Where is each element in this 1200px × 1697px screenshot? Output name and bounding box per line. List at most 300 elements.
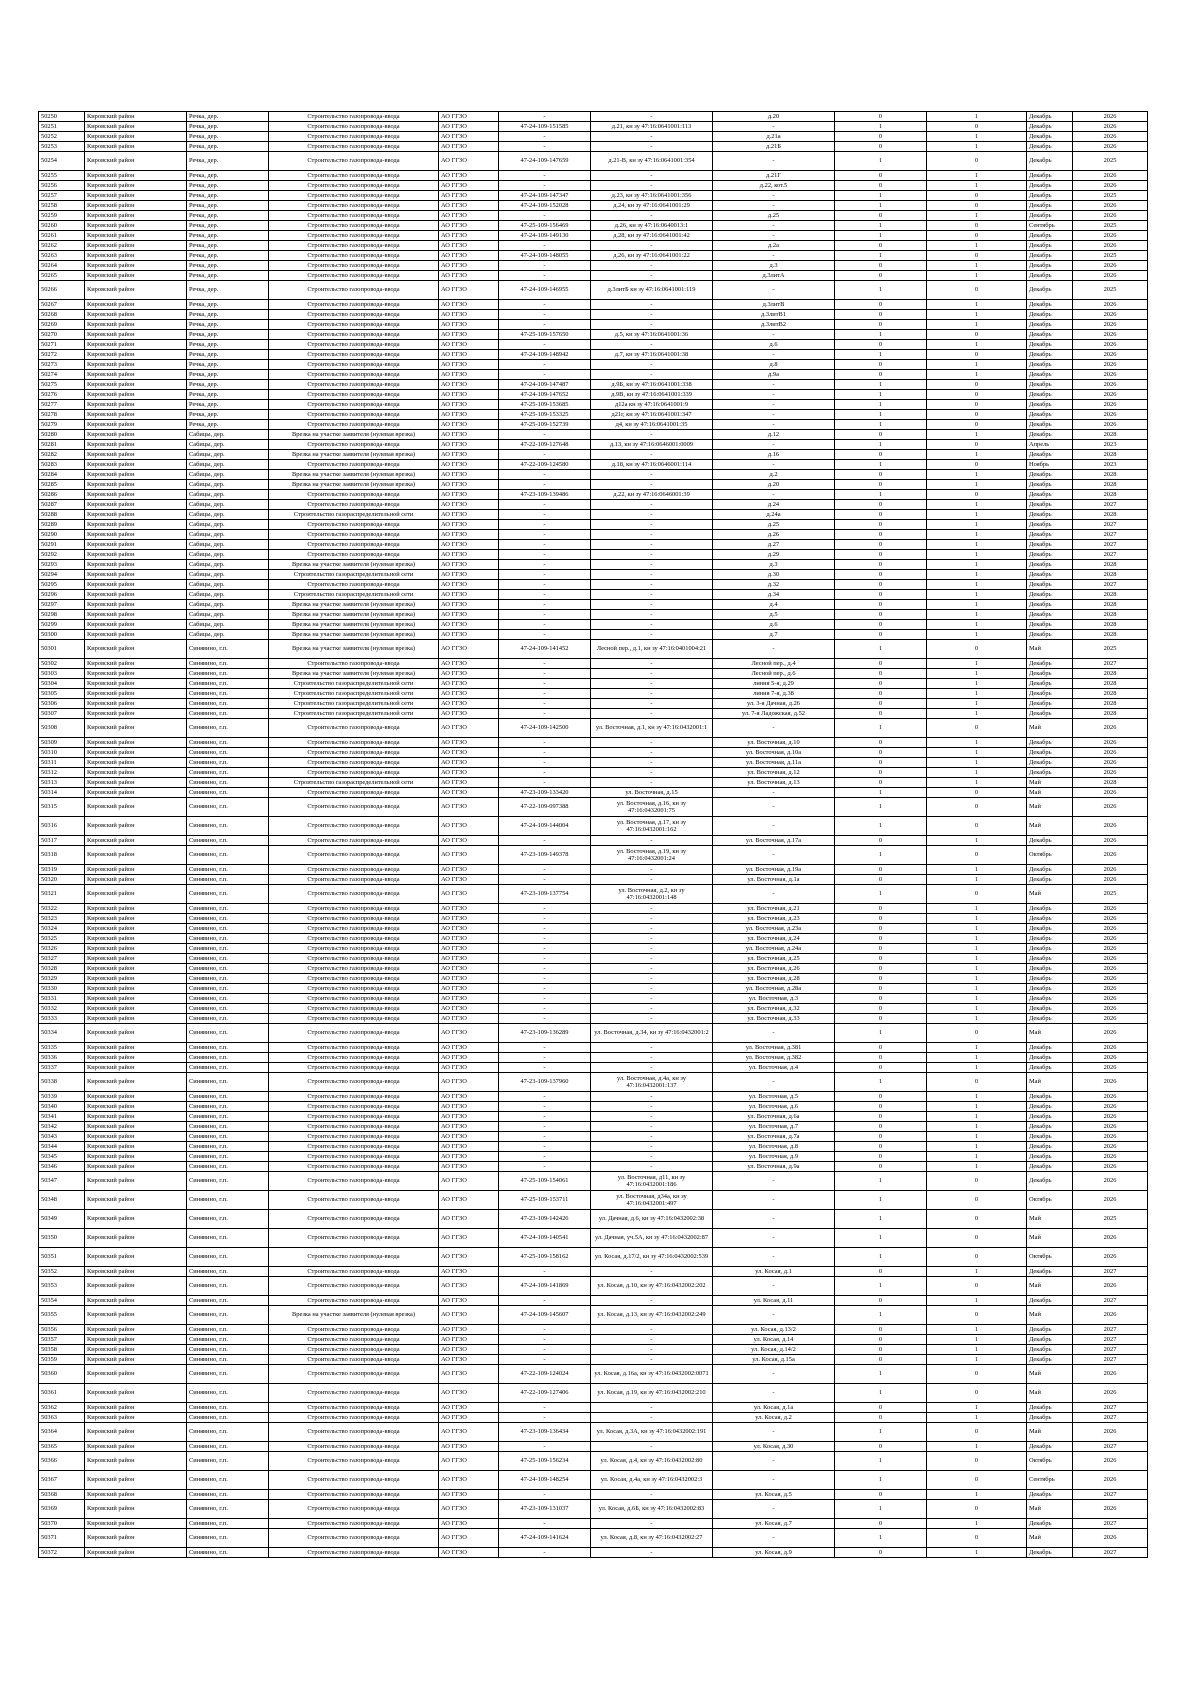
connected-flag-cell: 0 <box>835 310 927 320</box>
month-cell: Декабрь <box>1027 679 1073 689</box>
connected-flag-cell: 1 <box>835 350 927 360</box>
work-type-cell: Строительство газопровода-ввода <box>269 1500 439 1519</box>
month-cell: Декабрь <box>1027 152 1073 171</box>
work-type-cell: Строительство газопровода-ввода <box>269 1063 439 1073</box>
cadastral-address-cell: - <box>591 1162 713 1172</box>
row-number-cell: 50349 <box>39 1210 85 1229</box>
work-type-cell: Врезка на участке заявителя (нулевая врезка) <box>269 620 439 630</box>
owner-cell: АО ГГЗО <box>439 1490 499 1500</box>
planned-flag-cell: 1 <box>927 738 1027 748</box>
application-number-cell: - <box>499 360 591 370</box>
planned-flag-cell: 1 <box>927 1442 1027 1452</box>
year-cell: 2026 <box>1073 410 1148 420</box>
application-number-cell: 47-25-109-153325 <box>499 410 591 420</box>
district-cell: Кировский район <box>85 1306 187 1325</box>
address-cell: д.3 <box>713 261 835 271</box>
work-type-cell: Строительство газопровода-ввода <box>269 924 439 934</box>
year-cell: 2028 <box>1073 689 1148 699</box>
month-cell: Декабрь <box>1027 300 1073 310</box>
work-type-cell: Строительство газопровода-ввода <box>269 798 439 817</box>
work-type-cell: Строительство газопровода-ввода <box>269 964 439 974</box>
connected-flag-cell: 0 <box>835 964 927 974</box>
owner-cell: АО ГГЗО <box>439 370 499 380</box>
settlement-cell: Сабицы, дер. <box>187 520 269 530</box>
connected-flag-cell: 1 <box>835 281 927 300</box>
row-number-cell: 50287 <box>39 500 85 510</box>
connected-flag-cell: 0 <box>835 904 927 914</box>
connected-flag-cell: 0 <box>835 836 927 846</box>
row-number-cell: 50331 <box>39 994 85 1004</box>
settlement-cell: Синявино, г.п. <box>187 1500 269 1519</box>
table-row <box>39 788 1148 798</box>
settlement-cell: Синявино, г.п. <box>187 1365 269 1384</box>
cadastral-address-cell: д.7, кн зу 47:16:0641001:38 <box>591 350 713 360</box>
owner-cell: АО ГГЗО <box>439 1053 499 1063</box>
cadastral-address-cell: - <box>591 300 713 310</box>
connected-flag-cell: 1 <box>835 191 927 201</box>
table-row <box>39 954 1148 964</box>
month-cell: Октябрь <box>1027 1191 1073 1210</box>
application-number-cell: 47-24-109-151585 <box>499 122 591 132</box>
settlement-cell: Сабицы, дер. <box>187 450 269 460</box>
work-type-cell: Строительство газопровода-ввода <box>269 350 439 360</box>
district-cell: Кировский район <box>85 1172 187 1191</box>
settlement-cell: Сабицы, дер. <box>187 620 269 630</box>
work-type-cell: Строительство газопровода-ввода <box>269 221 439 231</box>
connected-flag-cell: 1 <box>835 1191 927 1210</box>
district-cell: Кировский район <box>85 1325 187 1335</box>
month-cell: Май <box>1027 817 1073 836</box>
connected-flag-cell: 0 <box>835 984 927 994</box>
year-cell: 2025 <box>1073 885 1148 904</box>
owner-cell: АО ГГЗО <box>439 510 499 520</box>
settlement-cell: Синявино, г.п. <box>187 1490 269 1500</box>
month-cell: Октябрь <box>1027 1248 1073 1267</box>
table-row <box>39 261 1148 271</box>
row-number-cell: 50311 <box>39 758 85 768</box>
work-type-cell: Строительство газопровода-ввода <box>269 1053 439 1063</box>
month-cell: Декабрь <box>1027 1152 1073 1162</box>
application-number-cell: - <box>499 778 591 788</box>
row-number-cell: 50299 <box>39 620 85 630</box>
cadastral-address-cell: - <box>591 1142 713 1152</box>
settlement-cell: Синявино, г.п. <box>187 1384 269 1403</box>
planned-flag-cell: 1 <box>927 679 1027 689</box>
application-number-cell: - <box>499 1335 591 1345</box>
planned-flag-cell: 1 <box>927 181 1027 191</box>
application-number-cell: 47-22-109-127406 <box>499 1384 591 1403</box>
cadastral-address-cell: - <box>591 430 713 440</box>
application-number-cell: - <box>499 241 591 251</box>
year-cell: 2025 <box>1073 251 1148 261</box>
owner-cell: АО ГГЗО <box>439 1063 499 1073</box>
owner-cell: АО ГГЗО <box>439 530 499 540</box>
year-cell: 2026 <box>1073 974 1148 984</box>
year-cell: 2026 <box>1073 924 1148 934</box>
address-cell: д.4 <box>713 600 835 610</box>
month-cell: Май <box>1027 640 1073 659</box>
row-number-cell: 50354 <box>39 1296 85 1306</box>
owner-cell: АО ГГЗО <box>439 620 499 630</box>
table-row <box>39 550 1148 560</box>
row-number-cell: 50267 <box>39 300 85 310</box>
address-cell: - <box>713 1210 835 1229</box>
address-cell: ул. Косая, д.5 <box>713 1490 835 1500</box>
district-cell: Кировский район <box>85 1365 187 1384</box>
settlement-cell: Сабицы, дер. <box>187 590 269 600</box>
table-row <box>39 520 1148 530</box>
settlement-cell: Синявино, г.п. <box>187 984 269 994</box>
application-number-cell: 47-24-109-141452 <box>499 640 591 659</box>
year-cell: 2023 <box>1073 460 1148 470</box>
planned-flag-cell: 0 <box>927 490 1027 500</box>
address-cell: ул. Косая, д.11 <box>713 1296 835 1306</box>
work-type-cell: Строительство газораспределительной сети <box>269 510 439 520</box>
address-cell: ул. Восточная, д.13 <box>713 778 835 788</box>
district-cell: Кировский район <box>85 420 187 430</box>
district-cell: Кировский район <box>85 669 187 679</box>
table-row <box>39 1335 1148 1345</box>
planned-flag-cell: 0 <box>927 201 1027 211</box>
cadastral-address-cell: - <box>591 1548 713 1558</box>
table-row <box>39 400 1148 410</box>
connected-flag-cell: 0 <box>835 610 927 620</box>
table-row <box>39 440 1148 450</box>
month-cell: Декабрь <box>1027 689 1073 699</box>
row-number-cell: 50285 <box>39 480 85 490</box>
owner-cell: АО ГГЗО <box>439 954 499 964</box>
row-number-cell: 50275 <box>39 380 85 390</box>
connected-flag-cell: 0 <box>835 1014 927 1024</box>
year-cell: 2028 <box>1073 669 1148 679</box>
address-cell: - <box>713 1248 835 1267</box>
cadastral-address-cell: - <box>591 924 713 934</box>
owner-cell: АО ГГЗО <box>439 122 499 132</box>
address-cell: д.2а <box>713 241 835 251</box>
work-type-cell: Строительство газопровода-ввода <box>269 934 439 944</box>
work-type-cell: Строительство газопровода-ввода <box>269 360 439 370</box>
month-cell: Декабрь <box>1027 984 1073 994</box>
month-cell: Май <box>1027 1210 1073 1229</box>
month-cell: Декабрь <box>1027 1519 1073 1529</box>
table-row <box>39 1142 1148 1152</box>
address-cell: - <box>713 1500 835 1519</box>
row-number-cell: 50329 <box>39 974 85 984</box>
owner-cell: АО ГГЗО <box>439 460 499 470</box>
month-cell: Декабрь <box>1027 410 1073 420</box>
month-cell: Декабрь <box>1027 659 1073 669</box>
row-number-cell: 50264 <box>39 261 85 271</box>
work-type-cell: Строительство газопровода-ввода <box>269 1452 439 1471</box>
row-number-cell: 50306 <box>39 699 85 709</box>
owner-cell: АО ГГЗО <box>439 540 499 550</box>
cadastral-address-cell: ул. Косая, д.10, кн зу 47:16:0432002:202 <box>591 1277 713 1296</box>
year-cell: 2026 <box>1073 1423 1148 1442</box>
application-number-cell: - <box>499 1403 591 1413</box>
work-type-cell: Строительство газопровода-ввода <box>269 1102 439 1112</box>
month-cell: Май <box>1027 788 1073 798</box>
month-cell: Декабрь <box>1027 211 1073 221</box>
year-cell: 2023 <box>1073 440 1148 450</box>
connected-flag-cell: 0 <box>835 778 927 788</box>
connected-flag-cell: 0 <box>835 954 927 964</box>
planned-flag-cell: 1 <box>927 430 1027 440</box>
year-cell: 2026 <box>1073 271 1148 281</box>
year-cell: 2027 <box>1073 1355 1148 1365</box>
application-number-cell: - <box>499 630 591 640</box>
settlement-cell: Синявино, г.п. <box>187 1296 269 1306</box>
cadastral-address-cell: ул. Косая, д.17/2, кн зу 47:16:0432002:539 <box>591 1248 713 1267</box>
row-number-cell: 50364 <box>39 1423 85 1442</box>
settlement-cell: Синявино, г.п. <box>187 768 269 778</box>
district-cell: Кировский район <box>85 1004 187 1014</box>
address-cell: д.16 <box>713 450 835 460</box>
year-cell: 2026 <box>1073 310 1148 320</box>
month-cell: Апрель <box>1027 440 1073 450</box>
settlement-cell: Синявино, г.п. <box>187 1172 269 1191</box>
year-cell: 2027 <box>1073 530 1148 540</box>
row-number-cell: 50310 <box>39 748 85 758</box>
owner-cell: АО ГГЗО <box>439 390 499 400</box>
address-cell: д.3литВ1 <box>713 310 835 320</box>
month-cell: Декабрь <box>1027 954 1073 964</box>
address-cell: - <box>713 1277 835 1296</box>
month-cell: Май <box>1027 778 1073 788</box>
work-type-cell: Строительство газопровода-ввода <box>269 788 439 798</box>
table-row <box>39 1092 1148 1102</box>
table-row <box>39 231 1148 241</box>
year-cell: 2026 <box>1073 1229 1148 1248</box>
table-row <box>39 510 1148 520</box>
row-number-cell: 50256 <box>39 181 85 191</box>
address-cell: - <box>713 1471 835 1490</box>
month-cell: Май <box>1027 1277 1073 1296</box>
work-type-cell: Строительство газопровода-ввода <box>269 440 439 450</box>
application-number-cell: - <box>499 1345 591 1355</box>
settlement-cell: Речка, дер. <box>187 410 269 420</box>
settlement-cell: Синявино, г.п. <box>187 924 269 934</box>
cadastral-address-cell: - <box>591 669 713 679</box>
application-number-cell: - <box>499 132 591 142</box>
row-number-cell: 50351 <box>39 1248 85 1267</box>
row-number-cell: 50363 <box>39 1413 85 1423</box>
settlement-cell: Речка, дер. <box>187 330 269 340</box>
settlement-cell: Сабицы, дер. <box>187 630 269 640</box>
connected-flag-cell: 0 <box>835 944 927 954</box>
settlement-cell: Синявино, г.п. <box>187 875 269 885</box>
planned-flag-cell: 1 <box>927 370 1027 380</box>
row-number-cell: 50338 <box>39 1073 85 1092</box>
work-type-cell: Строительство газопровода-ввода <box>269 1490 439 1500</box>
owner-cell: АО ГГЗО <box>439 570 499 580</box>
connected-flag-cell: 0 <box>835 1490 927 1500</box>
owner-cell: АО ГГЗО <box>439 865 499 875</box>
table-row <box>39 480 1148 490</box>
owner-cell: АО ГГЗО <box>439 738 499 748</box>
application-number-cell: 47-24-109-148254 <box>499 1471 591 1490</box>
district-cell: Кировский район <box>85 914 187 924</box>
work-type-cell: Строительство газопровода-ввода <box>269 1277 439 1296</box>
work-type-cell: Врезка на участке заявителя (нулевая врезка) <box>269 430 439 440</box>
address-cell: - <box>713 798 835 817</box>
connected-flag-cell: 1 <box>835 1452 927 1471</box>
table-row <box>39 885 1148 904</box>
owner-cell: АО ГГЗО <box>439 1423 499 1442</box>
table-row <box>39 112 1148 122</box>
month-cell: Май <box>1027 1384 1073 1403</box>
application-number-cell: - <box>499 470 591 480</box>
year-cell: 2025 <box>1073 221 1148 231</box>
work-type-cell: Строительство газораспределительной сети <box>269 699 439 709</box>
district-cell: Кировский район <box>85 679 187 689</box>
row-number-cell: 50358 <box>39 1345 85 1355</box>
table-row <box>39 964 1148 974</box>
cadastral-address-cell: - <box>591 610 713 620</box>
district-cell: Кировский район <box>85 846 187 865</box>
connected-flag-cell: 0 <box>835 659 927 669</box>
work-type-cell: Строительство газопровода-ввода <box>269 380 439 390</box>
connected-flag-cell: 1 <box>835 719 927 738</box>
planned-flag-cell: 1 <box>927 934 1027 944</box>
connected-flag-cell: 0 <box>835 132 927 142</box>
settlement-cell: Речка, дер. <box>187 251 269 261</box>
planned-flag-cell: 1 <box>927 836 1027 846</box>
work-type-cell: Строительство газопровода-ввода <box>269 320 439 330</box>
address-cell: - <box>713 1529 835 1548</box>
owner-cell: АО ГГЗО <box>439 709 499 719</box>
owner-cell: АО ГГЗО <box>439 171 499 181</box>
connected-flag-cell: 1 <box>835 201 927 211</box>
row-number-cell: 50251 <box>39 122 85 132</box>
settlement-cell: Синявино, г.п. <box>187 1210 269 1229</box>
address-cell: ул. Восточная, д.6а <box>713 1112 835 1122</box>
settlement-cell: Речка, дер. <box>187 261 269 271</box>
address-cell: - <box>713 1024 835 1043</box>
year-cell: 2026 <box>1073 1529 1148 1548</box>
month-cell: Декабрь <box>1027 241 1073 251</box>
connected-flag-cell: 0 <box>835 370 927 380</box>
row-number-cell: 50272 <box>39 350 85 360</box>
planned-flag-cell: 0 <box>927 817 1027 836</box>
year-cell: 2026 <box>1073 340 1148 350</box>
work-type-cell: Врезка на участке заявителя (нулевая врезка) <box>269 450 439 460</box>
owner-cell: АО ГГЗО <box>439 1442 499 1452</box>
year-cell: 2028 <box>1073 630 1148 640</box>
table-row <box>39 1345 1148 1355</box>
district-cell: Кировский район <box>85 590 187 600</box>
application-number-cell: - <box>499 974 591 984</box>
owner-cell: АО ГГЗО <box>439 320 499 330</box>
planned-flag-cell: 1 <box>927 600 1027 610</box>
work-type-cell: Врезка на участке заявителя (нулевая врезка) <box>269 560 439 570</box>
address-cell: - <box>713 122 835 132</box>
planned-flag-cell: 1 <box>927 1043 1027 1053</box>
district-cell: Кировский район <box>85 261 187 271</box>
application-number-cell: - <box>499 1519 591 1529</box>
month-cell: Декабрь <box>1027 122 1073 132</box>
table-row <box>39 241 1148 251</box>
month-cell: Декабрь <box>1027 669 1073 679</box>
year-cell: 2026 <box>1073 330 1148 340</box>
address-cell: - <box>713 1229 835 1248</box>
cadastral-address-cell: - <box>591 679 713 689</box>
work-type-cell: Строительство газопровода-ввода <box>269 974 439 984</box>
planned-flag-cell: 1 <box>927 360 1027 370</box>
cadastral-address-cell: - <box>591 699 713 709</box>
table-row <box>39 380 1148 390</box>
work-type-cell: Врезка на участке заявителя (нулевая врезка) <box>269 669 439 679</box>
owner-cell: АО ГГЗО <box>439 201 499 211</box>
address-cell: д.26 <box>713 530 835 540</box>
month-cell: Декабрь <box>1027 490 1073 500</box>
owner-cell: АО ГГЗО <box>439 748 499 758</box>
table-row <box>39 798 1148 817</box>
connected-flag-cell: 1 <box>835 231 927 241</box>
table-row <box>39 490 1148 500</box>
owner-cell: АО ГГЗО <box>439 904 499 914</box>
owner-cell: АО ГГЗО <box>439 1355 499 1365</box>
row-number-cell: 50332 <box>39 1004 85 1014</box>
work-type-cell: Строительство газопровода-ввода <box>269 1152 439 1162</box>
owner-cell: АО ГГЗО <box>439 1004 499 1014</box>
row-number-cell: 50324 <box>39 924 85 934</box>
row-number-cell: 50355 <box>39 1306 85 1325</box>
month-cell: Декабрь <box>1027 580 1073 590</box>
district-cell: Кировский район <box>85 271 187 281</box>
settlement-cell: Синявино, г.п. <box>187 1152 269 1162</box>
address-cell: д.25 <box>713 211 835 221</box>
settlement-cell: Синявино, г.п. <box>187 885 269 904</box>
year-cell: 2027 <box>1073 540 1148 550</box>
district-cell: Кировский район <box>85 1296 187 1306</box>
application-number-cell: - <box>499 994 591 1004</box>
address-cell: ул. 3-я Дачная, д.26 <box>713 699 835 709</box>
connected-flag-cell: 1 <box>835 885 927 904</box>
connected-flag-cell: 0 <box>835 1325 927 1335</box>
settlement-cell: Синявино, г.п. <box>187 1024 269 1043</box>
planned-flag-cell: 1 <box>927 1296 1027 1306</box>
month-cell: Декабрь <box>1027 132 1073 142</box>
cadastral-address-cell: - <box>591 620 713 630</box>
owner-cell: АО ГГЗО <box>439 798 499 817</box>
row-number-cell: 50317 <box>39 836 85 846</box>
district-cell: Кировский район <box>85 490 187 500</box>
district-cell: Кировский район <box>85 738 187 748</box>
settlement-cell: Синявино, г.п. <box>187 1306 269 1325</box>
year-cell: 2026 <box>1073 1132 1148 1142</box>
year-cell: 2028 <box>1073 610 1148 620</box>
row-number-cell: 50361 <box>39 1384 85 1403</box>
connected-flag-cell: 0 <box>835 570 927 580</box>
cadastral-address-cell: - <box>591 550 713 560</box>
cadastral-address-cell: - <box>591 480 713 490</box>
application-number-cell: - <box>499 1122 591 1132</box>
planned-flag-cell: 0 <box>927 1210 1027 1229</box>
settlement-cell: Синявино, г.п. <box>187 1471 269 1490</box>
connected-flag-cell: 0 <box>835 480 927 490</box>
cadastral-address-cell: - <box>591 865 713 875</box>
application-number-cell: 47-24-109-141869 <box>499 1277 591 1296</box>
planned-flag-cell: 0 <box>927 460 1027 470</box>
work-type-cell: Строительство газопровода-ввода <box>269 1229 439 1248</box>
settlement-cell: Речка, дер. <box>187 380 269 390</box>
planned-flag-cell: 0 <box>927 846 1027 865</box>
year-cell: 2027 <box>1073 1548 1148 1558</box>
year-cell: 2026 <box>1073 846 1148 865</box>
cadastral-address-cell: - <box>591 1519 713 1529</box>
table-row <box>39 142 1148 152</box>
settlement-cell: Речка, дер. <box>187 320 269 330</box>
